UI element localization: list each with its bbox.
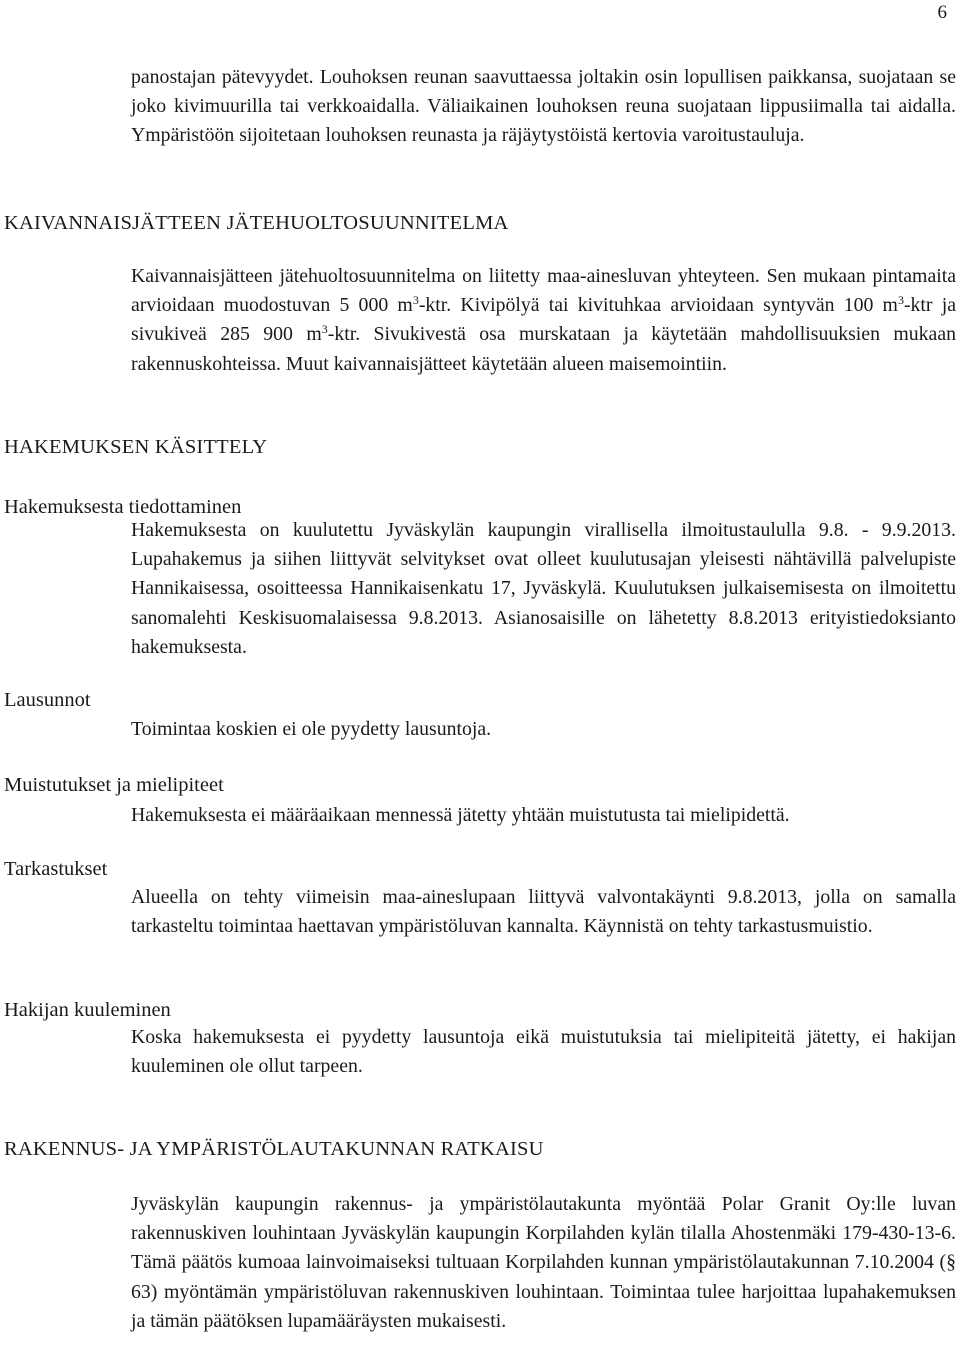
kaivannais-text-2: -ktr. Kivipölyä tai kivituhkaa arvioidaan syntyvän 100 m — [418, 294, 898, 317]
tiedottaminen-paragraph — [131, 516, 956, 662]
muistutukset-paragraph — [131, 801, 956, 830]
kaivannais-text-1: Kaivannaisjätteen jätehuoltosuunnitelma on liitetty maa-ainesluvan yhteyteen. Sen mukaan pintamaita arvioidaan muodostuvan 5 000 m — [131, 265, 956, 317]
ratkaisu-text: Jyväskylän kaupungin rakennus- ja ympäristölautakunta myöntää Polar Granit Oy:lle luvan rakennuskiven louhintaan Jyväskylän kaupungin Korpilahden kylän tilalla Ahostenmäki 179-430-13-6. Tämä päätös kumoaa lainvoimaiseksi tultuaan Korpilahden kunnan ympäristölautakunnan 7.10.2004 (§ 63) myöntämän ympäristöluvan rakennuskiven louhintaan. Toimintaa tulee harjoittaa lupahakemuksen ja tämän päätöksen lupamääräysten mukaisesti. — [131, 1193, 956, 1332]
subheading-tiedottaminen: Hakemuksesta tiedottaminen — [4, 496, 242, 518]
superscript: 3 — [321, 322, 328, 337]
kaivannais-paragraph — [131, 262, 956, 379]
section-heading-hakemuksen-kasittely: HAKEMUKSEN KÄSITTELY — [4, 436, 268, 458]
kaivannais-text-3: -ktr ja sivukiveä 285 900 m — [131, 294, 956, 346]
kuuleminen-paragraph — [131, 1023, 956, 1081]
lausunnot-text: Toimintaa koskien ei ole pyydetty lausuntoja. — [131, 718, 492, 740]
intro-text: panostajan pätevyydet. Louhoksen reunan saavuttaessa joltakin osin lopullisen paikkansa, suojataan se joko kivimuurilla tai verkkoaidalla. Väliaikainen louhoksen reuna suojataan lippusiimalla tai aidalla. Ympäristöön sijoitetaan louhoksen reunasta ja räjäytystöistä kertovia varoitustauluja. — [131, 66, 956, 147]
kuuleminen-text: Koska hakemuksesta ei pyydetty lausuntoja eikä muistutuksia tai mielipiteitä jätetty, ei hakijan kuuleminen ole ollut tarpeen. — [131, 1026, 956, 1078]
subheading-tarkastukset: Tarkastukset — [4, 858, 108, 880]
ratkaisu-paragraph — [131, 1190, 956, 1336]
kaivannais-text-4: -ktr. Sivukivestä osa murskataan ja käytetään mahdollisuuksien mukaan rakennuskohteissa. Muut kaivannaisjätteet käytetään alueen maisemointiin. — [131, 323, 956, 375]
section-heading-ratkaisu: RAKENNUS- JA YMPÄRISTÖLAUTAKUNNAN RATKAISU — [4, 1138, 544, 1160]
tarkastukset-text: Alueella on tehty viimeisin maa-aineslupaan liittyvä valvontakäynti 9.8.2013, jolla on samalla tarkasteltu toimintaa haettavan ympäristöluvan kannalta. Käynnistä on tehty tarkastusmuistio. — [131, 886, 956, 938]
tarkastukset-paragraph — [131, 883, 956, 941]
section-heading-kaivannaisjate: KAIVANNAISJÄTTEEN JÄTEHUOLTOSUUNNITELMA — [4, 212, 509, 234]
subheading-hakijan-kuuleminen: Hakijan kuuleminen — [4, 999, 171, 1021]
superscript: 3 — [897, 293, 904, 308]
page-number: 6 — [937, 2, 947, 23]
subheading-muistutukset: Muistutukset ja mielipiteet — [4, 774, 224, 796]
subheading-lausunnot: Lausunnot — [4, 689, 91, 711]
intro-paragraph — [131, 63, 956, 151]
tiedottaminen-text: Hakemuksesta on kuulutettu Jyväskylän kaupungin virallisella ilmoitustaululla 9.8. - 9.9.2013. Lupahakemus ja siihen liittyvät selvitykset ovat olleet kuulutusajan yleisesti nähtävillä palvelupiste Hannikaisessa, osoitteessa Hannikaisenkatu 17, Jyväskylä. Kuulutuksen julkaisemisesta on ilmoitettu sanomalehti Keskisuomalaisessa 9.8.2013. Asianosaisille on lähetetty 8.8.2013 erityistiedoksianto hakemuksesta. — [131, 519, 956, 658]
lausunnot-paragraph — [131, 715, 956, 744]
superscript: 3 — [412, 293, 419, 308]
muistutukset-text: Hakemuksesta ei määräaikaan mennessä jätetty yhtään muistutusta tai mielipidettä. — [131, 804, 790, 826]
